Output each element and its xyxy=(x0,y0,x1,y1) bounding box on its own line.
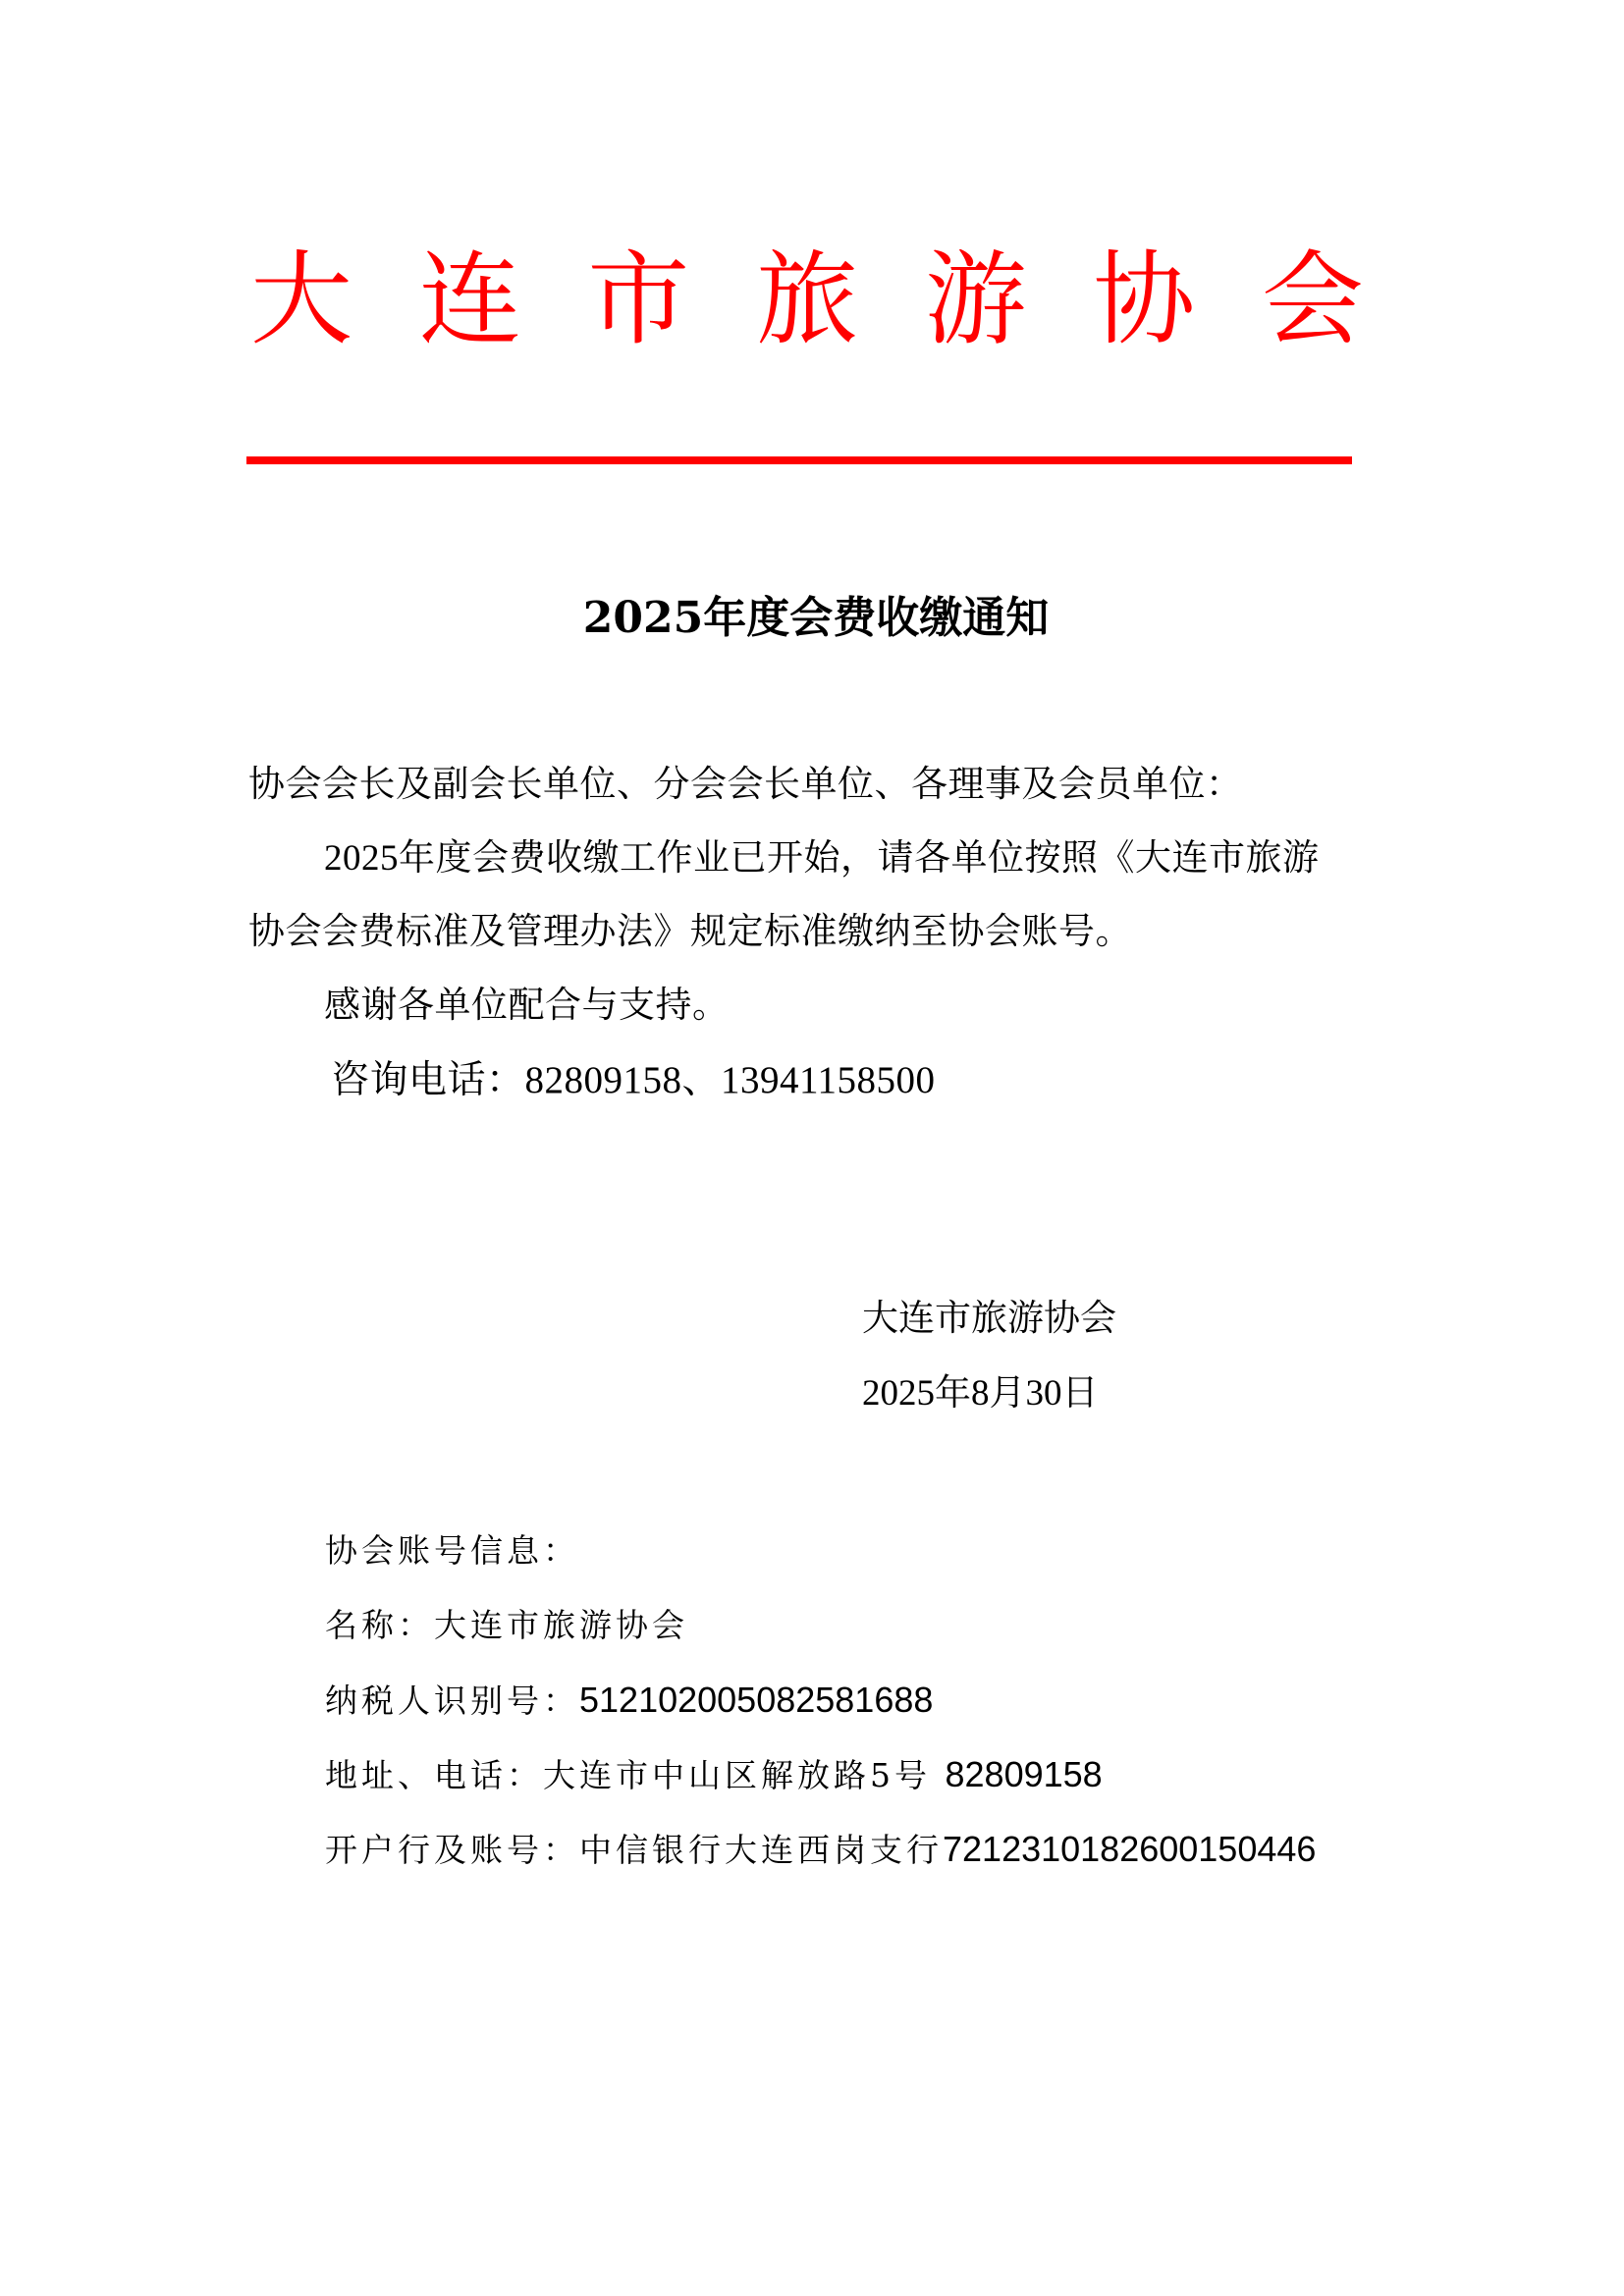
contact-phone: 咨询电话：82809158、13941158500 xyxy=(331,1059,936,1101)
letterhead-char: 会 xyxy=(1261,240,1364,359)
bank-account-row xyxy=(325,1826,1316,1874)
bank-account-number: 7212310182600150446 xyxy=(943,1829,1317,1869)
account-info-heading: 协会账号信息： xyxy=(325,1531,579,1570)
address-phone: 82809158 xyxy=(945,1754,1103,1794)
letterhead-divider xyxy=(246,456,1352,464)
thanks-line: 感谢各单位配合与支持。 xyxy=(324,986,730,1026)
salutation: 协会会长及副会长单位、分会会长单位、各理事及会员单位： xyxy=(248,765,1243,805)
account-name-row xyxy=(325,1602,688,1649)
account-name-label: 名称： xyxy=(325,1606,434,1644)
paragraph-line-1: 2025年度会费收缴工作业已开始，请各单位按照《大连市旅游 xyxy=(324,838,1320,879)
organization-letterhead xyxy=(247,240,1367,358)
account-name-value: 大连市旅游协会 xyxy=(434,1606,688,1644)
letterhead-char: 协 xyxy=(1093,240,1196,359)
tax-id-row xyxy=(325,1677,933,1725)
address-value: 大连市中山区解放路5号 xyxy=(543,1756,931,1794)
address-row xyxy=(325,1751,1103,1799)
notice-title: 2025年度会费收缴通知 xyxy=(582,593,1050,643)
tax-id-label: 纳税人识别号： xyxy=(325,1682,579,1720)
bank-label: 开户行及账号： xyxy=(325,1831,579,1869)
letterhead-char: 市 xyxy=(587,240,690,359)
letterhead-char: 游 xyxy=(924,240,1027,359)
letterhead-char: 旅 xyxy=(755,240,858,359)
letterhead-char: 大 xyxy=(249,240,352,359)
tax-id-value: 512102005082581688 xyxy=(579,1680,934,1720)
signature-date: 2025年8月30日 xyxy=(862,1373,1099,1414)
bank-name: 中信银行大连西岗支行 xyxy=(579,1831,943,1869)
address-label: 地址、电话： xyxy=(325,1756,543,1794)
signature-organization: 大连市旅游协会 xyxy=(862,1299,1116,1339)
paragraph-line-2: 协会会费标准及管理办法》规定标准缴纳至协会账号。 xyxy=(248,912,1132,952)
letterhead-char: 连 xyxy=(418,240,521,359)
